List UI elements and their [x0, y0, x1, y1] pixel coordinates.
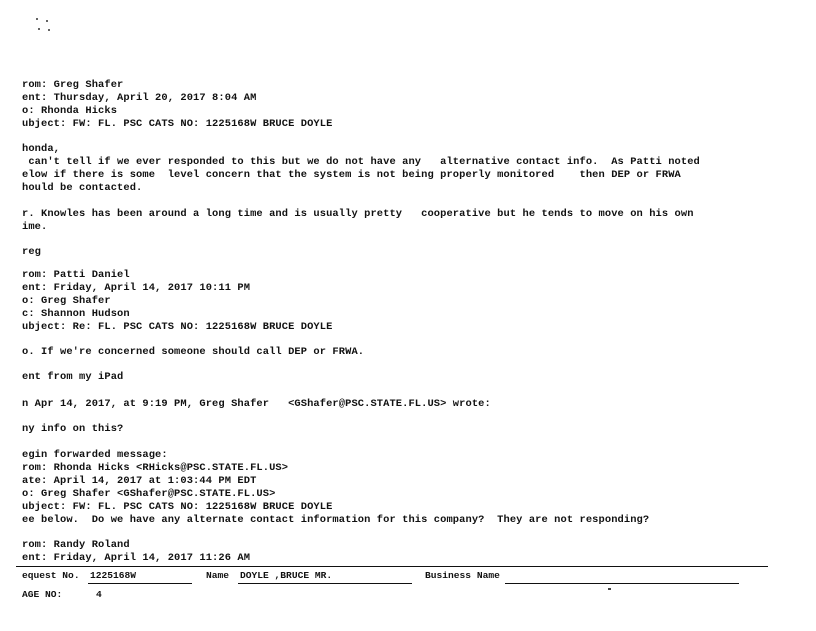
forward-header: egin forwarded message: — [22, 449, 168, 461]
request-value: 1225168W — [90, 570, 137, 581]
name-label: Name — [206, 570, 230, 581]
body-line: ent from my iPad — [22, 371, 124, 383]
greeting: honda, — [22, 143, 61, 155]
from-line: rom: Rhonda Hicks <RHicks@PSC.STATE.FL.US> — [22, 462, 289, 474]
subject-line: ubject: FW: FL. PSC CATS NO: 1225168W BRUCE DOYLE — [22, 118, 333, 130]
speck — [38, 28, 40, 30]
sent-line: ent: Friday, April 14, 2017 11:26 AM — [22, 552, 251, 564]
name-value: DOYLE ,BRUCE MR. — [240, 570, 333, 581]
body-line: r. Knowles has been around a long time and is usually pretty cooperative but he tends to move on his own — [22, 208, 694, 220]
cc-line: c: Shannon Hudson — [22, 308, 130, 320]
scan-speck — [608, 588, 611, 590]
body-line: ime. — [22, 221, 48, 233]
request-label: equest No. — [22, 570, 80, 581]
from-line: rom: Greg Shafer — [22, 79, 124, 91]
body-line: hould be contacted. — [22, 182, 143, 194]
signature: reg — [22, 246, 42, 258]
page-label: AGE NO: — [22, 589, 63, 600]
subject-line: ubject: FW: FL. PSC CATS NO: 1225168W BRUCE DOYLE — [22, 501, 333, 513]
to-line: o: Rhonda Hicks — [22, 105, 118, 117]
from-line: rom: Patti Daniel — [22, 269, 130, 281]
body-line: ny info on this? — [22, 423, 124, 435]
name-underline — [238, 583, 412, 584]
footer-divider — [16, 566, 768, 567]
to-line: o: Greg Shafer <GShafer@PSC.STATE.FL.US> — [22, 488, 276, 500]
scan-specks — [36, 18, 56, 38]
page-value: 4 — [96, 589, 102, 600]
business-label: Business Name — [425, 570, 500, 581]
from-line: rom: Randy Roland — [22, 539, 130, 551]
body-line: can't tell if we ever responded to this but we do not have any alternative contact info. As Patti noted — [22, 156, 700, 168]
body-line: elow if there is some level concern that the system is not being properly monitored then DEP or FRWA — [22, 169, 681, 181]
body-line: ee below. Do we have any alternate contact information for this company? They are not responding? — [22, 514, 650, 526]
business-underline — [505, 583, 739, 584]
speck — [36, 18, 38, 20]
speck — [48, 29, 50, 31]
request-underline — [88, 583, 192, 584]
sent-line: ent: Thursday, April 20, 2017 8:04 AM — [22, 92, 257, 104]
speck — [46, 20, 48, 22]
date-line: ate: April 14, 2017 at 1:03:44 PM EDT — [22, 475, 257, 487]
body-line: n Apr 14, 2017, at 9:19 PM, Greg Shafer <GShafer@PSC.STATE.FL.US> wrote: — [22, 398, 491, 410]
to-line: o: Greg Shafer — [22, 295, 111, 307]
body-line: o. If we're concerned someone should call DEP or FRWA. — [22, 346, 365, 358]
sent-line: ent: Friday, April 14, 2017 10:11 PM — [22, 282, 251, 294]
subject-line: ubject: Re: FL. PSC CATS NO: 1225168W BRUCE DOYLE — [22, 321, 333, 333]
